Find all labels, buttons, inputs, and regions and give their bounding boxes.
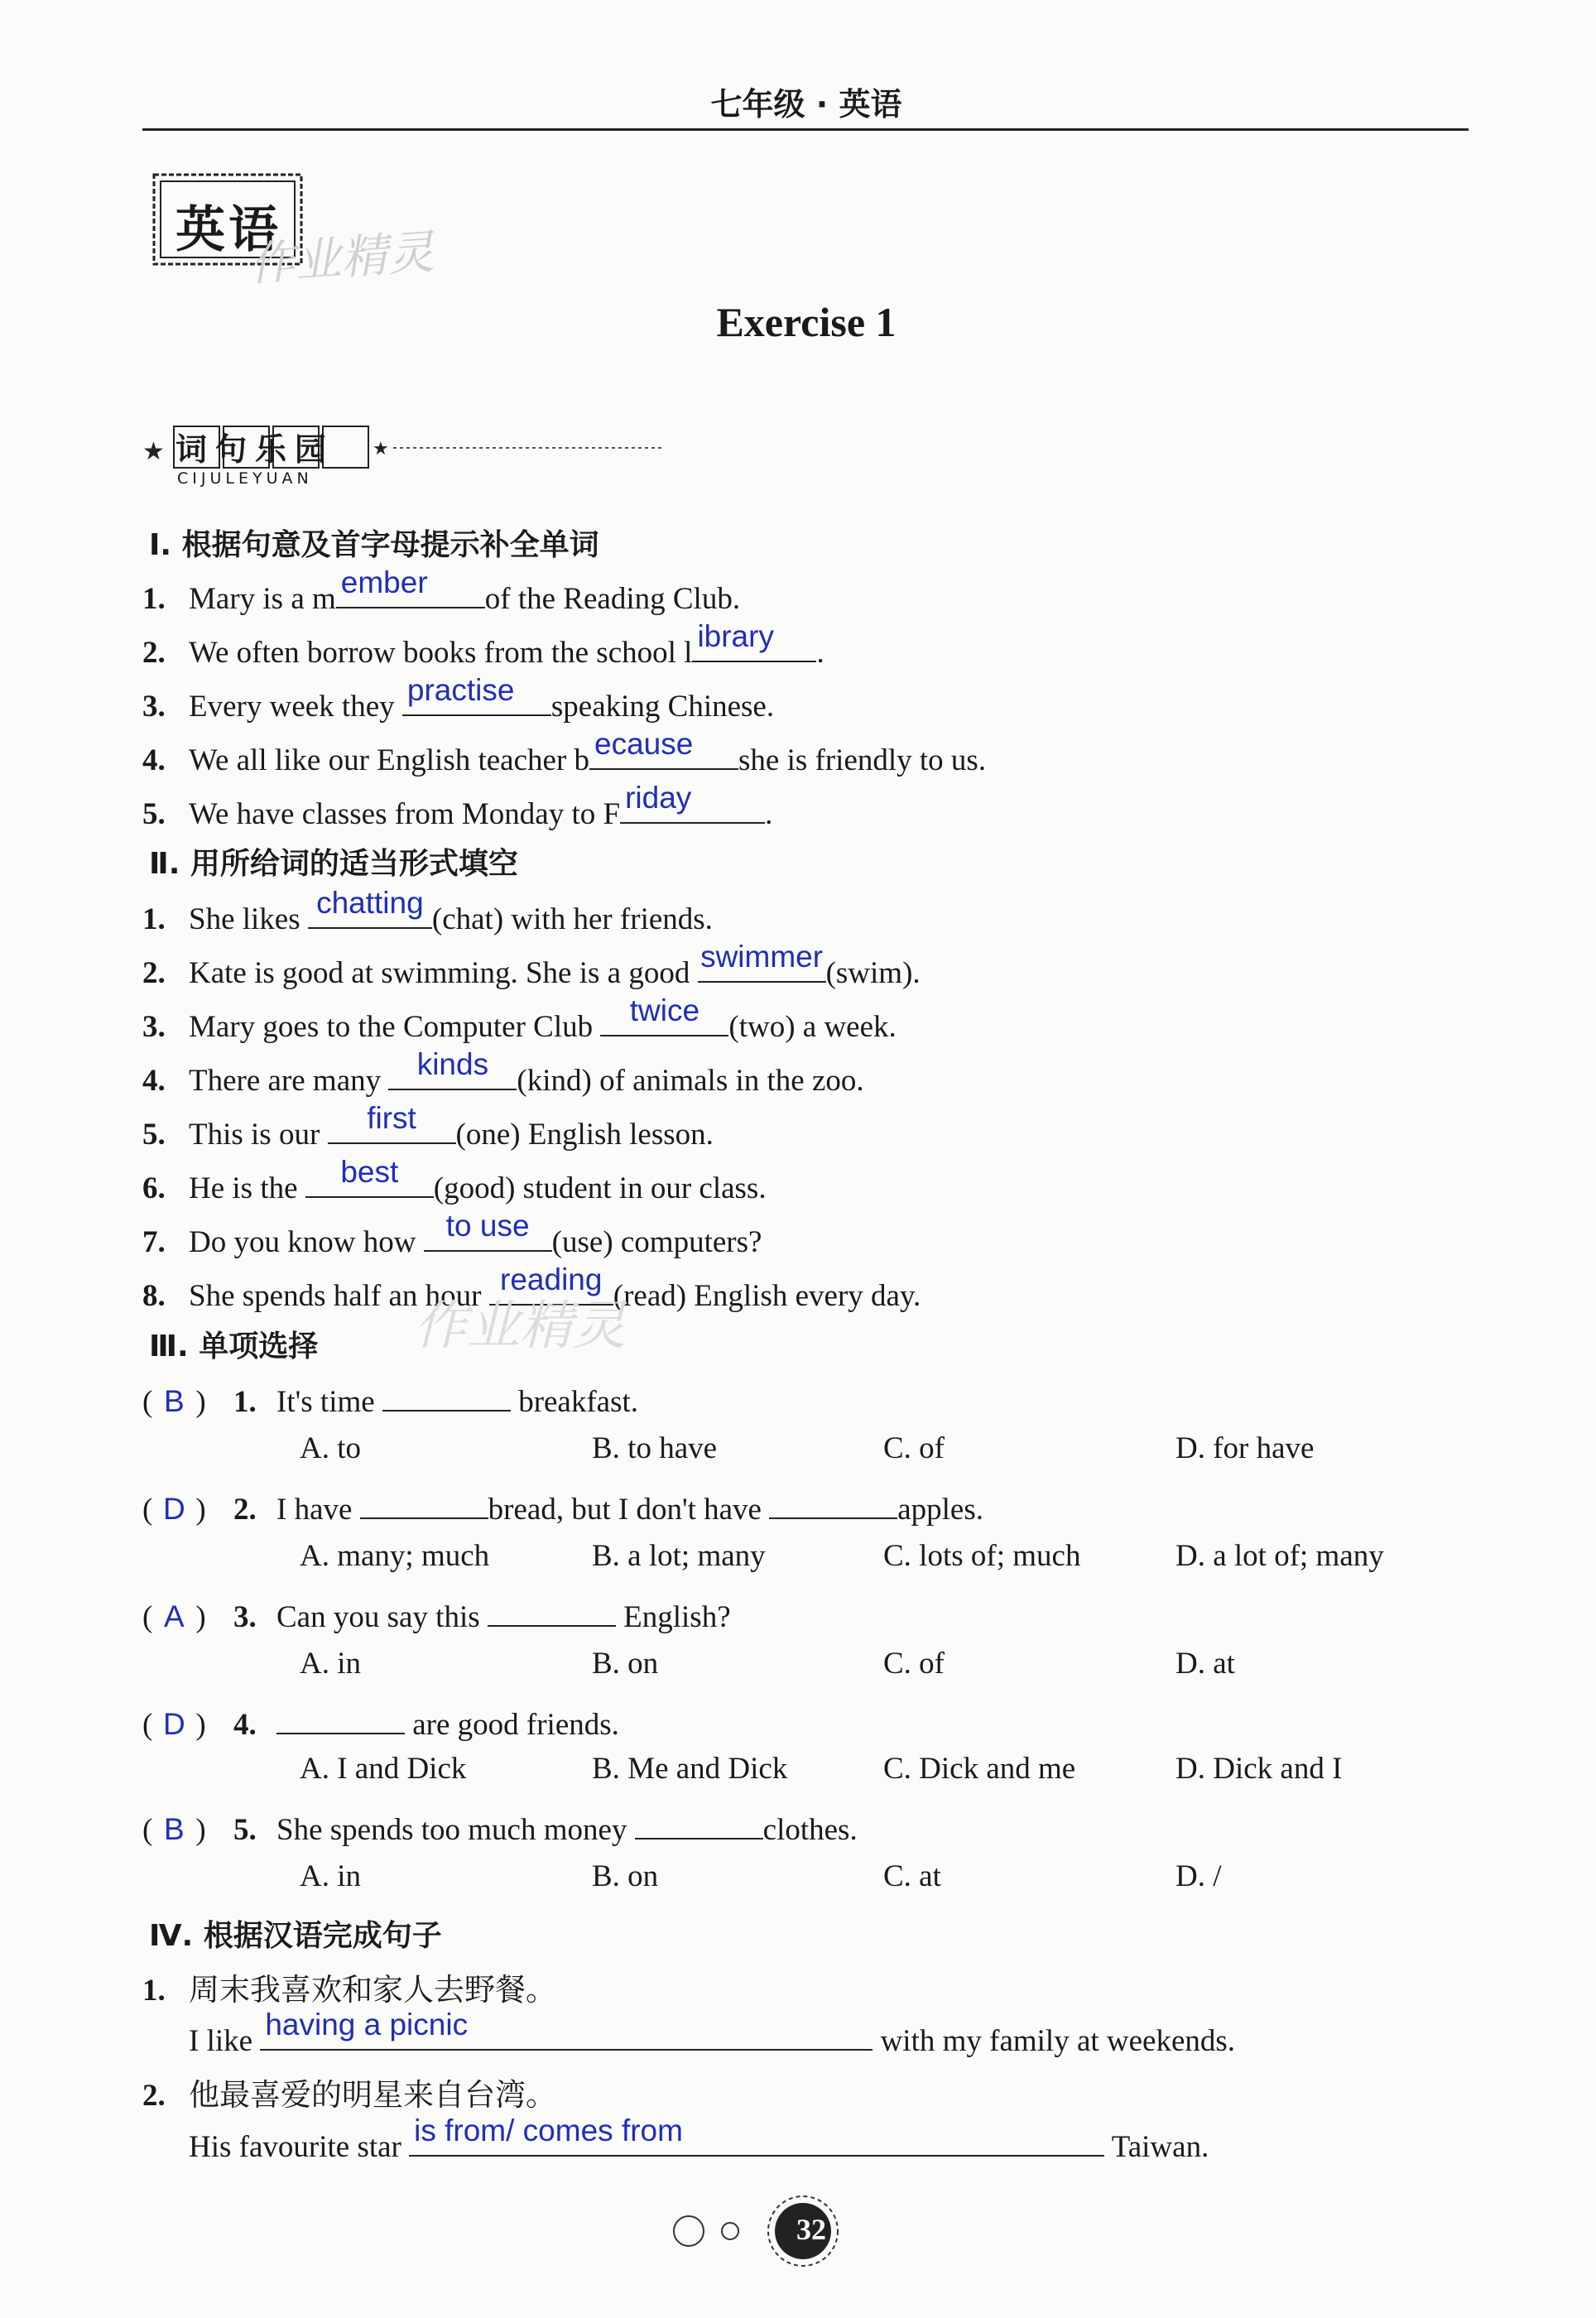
exercise-title: Exercise 1	[716, 299, 897, 345]
answer: twice	[629, 993, 700, 1027]
s4-item-2-en: His favourite star is from/ comes from Taiwan.	[189, 2114, 1209, 2164]
s3-q5: ( B ) 5. She spends too much money clothes.	[142, 1805, 858, 1848]
s3-q1-opt-a: A. to	[300, 1431, 361, 1465]
answer: is from/ comes from	[414, 2114, 683, 2147]
watermark-center: 作业精灵	[414, 1296, 626, 1357]
s4-item-1-en: I like having a picnic with my family at weekends.	[189, 2008, 1236, 2058]
page-number-decoration	[671, 2194, 869, 2268]
header-title: 七年级 · 英语	[710, 86, 902, 123]
page-number: 32	[796, 2213, 826, 2246]
svg-text:★: ★	[142, 437, 165, 466]
answer: A	[163, 1599, 185, 1633]
answer: swimmer	[700, 940, 824, 974]
s2-item-1: 1. She likes chatting (chat) with her friends.	[142, 886, 713, 936]
s4-item-2-cn: 2. 他最喜爱的明星来自台湾。	[142, 2077, 556, 2113]
s1-item-3: 3. Every week they practise speaking Chinese.	[142, 673, 775, 724]
s3-q1-opt-d: D. for have	[1175, 1431, 1315, 1465]
section3-title: Ⅲ. 单项选择	[149, 1330, 319, 1363]
answer: riday	[625, 781, 692, 815]
answer: B	[163, 1384, 185, 1418]
s1-item-4: 4. We all like our English teacher b ecause she is friendly to us.	[142, 727, 987, 777]
s3-q4-opt-b: B. Me and Dick	[592, 1752, 788, 1786]
s2-item-3: 3. Mary goes to the Computer Club twice (two) a week.	[142, 993, 897, 1044]
s3-q3: ( A ) 3. Can you say this English?	[142, 1592, 731, 1635]
answer: practise	[406, 673, 515, 707]
s1-item-2: 2. We often borrow books from the school l ibrary .	[142, 619, 824, 670]
s4-item-1-cn: 1. 周末我喜欢和家人去野餐。	[142, 1972, 556, 2008]
s3-q1: ( B ) 1. It's time breakfast.	[142, 1377, 638, 1420]
s3-q2: ( D ) 2. I have bread, but I don't have apples.	[142, 1484, 983, 1527]
s2-item-6: 6. He is the best (good) student in our class.	[142, 1155, 767, 1205]
header-rule	[142, 128, 1469, 131]
s2-item-4: 4. There are many kinds (kind) of animals in the zoo.	[142, 1047, 864, 1098]
subject-logo-label: 英语	[175, 201, 281, 259]
s3-q3-opt-d: D. at	[1175, 1647, 1235, 1681]
section-badge-label: 词句乐园	[175, 431, 335, 468]
section2-title: Ⅱ. 用所给词的适当形式填空	[149, 847, 518, 881]
answer: ibrary	[697, 619, 774, 653]
section1-title: Ⅰ. 根据句意及首字母提示补全单词	[149, 528, 599, 562]
answer: reading	[500, 1262, 603, 1296]
answer: chatting	[316, 886, 424, 920]
section-badge-sub: CIJULEYUAN	[177, 469, 313, 488]
s3-q4: ( D ) 4. are good friends.	[142, 1700, 619, 1743]
s3-q2-opt-b: B. a lot; many	[592, 1539, 766, 1573]
answer: B	[163, 1812, 185, 1846]
s2-item-8: 8. She spends half an hour reading (read) English every day.	[142, 1262, 921, 1313]
s3-q2-opt-d: D. a lot of; many	[1175, 1539, 1384, 1573]
answer: to use	[445, 1209, 530, 1243]
s3-q1-opt-c: C. of	[883, 1431, 945, 1465]
answer: best	[340, 1155, 399, 1189]
s3-q2-opt-a: A. many; much	[300, 1539, 490, 1573]
s3-q4-opt-a: A. I and Dick	[300, 1752, 467, 1786]
s3-q4-opt-d: D. Dick and I	[1175, 1752, 1343, 1786]
s3-q4-opt-c: C. Dick and me	[883, 1752, 1076, 1786]
answer: having a picnic	[265, 2008, 469, 2041]
s3-q2-opt-c: C. lots of; much	[883, 1539, 1081, 1573]
section4-title: Ⅳ. 根据汉语完成句子	[149, 1919, 442, 1953]
s3-q5-opt-a: A. in	[300, 1859, 361, 1893]
s2-item-5: 5. This is our first (one) English lesson.	[142, 1101, 714, 1152]
s3-q3-opt-c: C. of	[883, 1647, 945, 1681]
s1-item-5: 5. We have classes from Monday to F riday .	[142, 781, 773, 831]
svg-text:★: ★	[373, 439, 389, 459]
answer: ember	[340, 565, 428, 599]
s3-q5-opt-b: B. on	[592, 1859, 659, 1893]
s1-item-1: 1. Mary is a m ember of the Reading Club.	[142, 565, 741, 616]
answer: ecause	[594, 727, 694, 761]
s2-item-2: 2. Kate is good at swimming. She is a good swimmer (swim).	[142, 940, 921, 990]
s3-q3-opt-b: B. on	[592, 1647, 659, 1681]
s3-q3-opt-a: A. in	[300, 1647, 361, 1681]
s3-q1-opt-b: B. to have	[592, 1431, 718, 1465]
s3-q5-opt-c: C. at	[883, 1859, 941, 1893]
watermark: 作业精灵	[247, 225, 436, 292]
answer: D	[162, 1492, 185, 1526]
answer: first	[367, 1101, 416, 1135]
answer: kinds	[416, 1047, 489, 1081]
answer: D	[162, 1707, 185, 1741]
s2-item-7: 7. Do you know how to use (use) computers?	[142, 1209, 762, 1259]
s3-q5-opt-d: D. /	[1175, 1859, 1222, 1893]
